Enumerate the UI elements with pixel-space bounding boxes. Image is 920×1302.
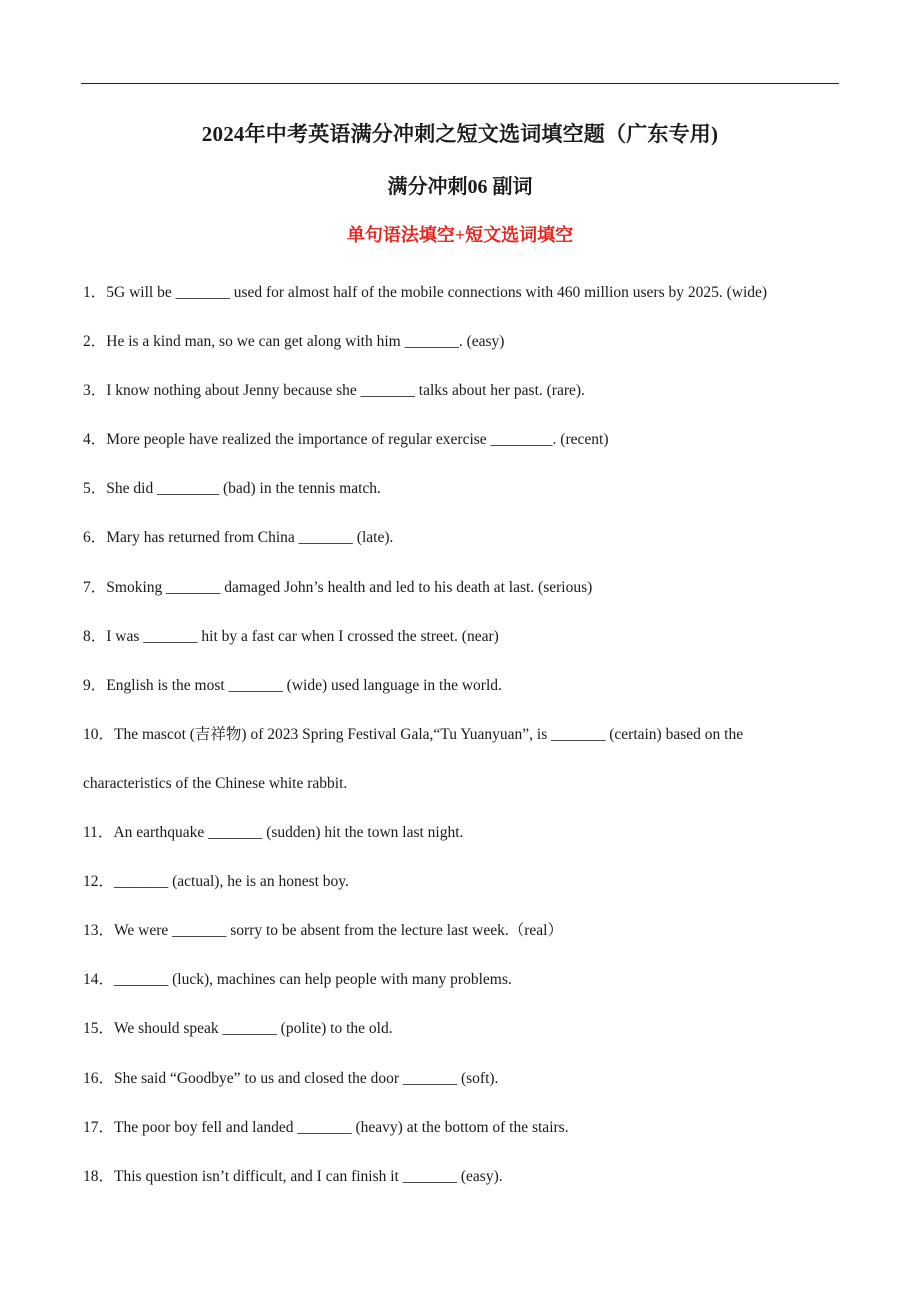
question-number: 2． <box>83 333 107 351</box>
question-text: We were _______ sorry to be absent from the lecture last week.（real） <box>114 922 563 940</box>
question-item <box>83 955 823 1004</box>
question-item <box>83 513 823 562</box>
question-number: 1． <box>83 284 107 301</box>
question-item <box>83 906 823 955</box>
question-number: 11． <box>83 824 114 842</box>
question-item <box>83 1103 823 1152</box>
section-heading: 单句语法填空+短文选词填空 <box>346 225 574 245</box>
question-number: 16． <box>83 1069 115 1087</box>
question-number: 9． <box>83 676 107 694</box>
question-item <box>83 268 823 317</box>
question-item <box>83 464 823 513</box>
question-text: This question isn’t difficult, and I can finish it _______ (easy). <box>114 1167 503 1185</box>
question-list <box>83 268 823 1201</box>
question-number: 3． <box>83 382 107 400</box>
question-number: 6． <box>83 529 107 547</box>
question-item <box>83 661 823 710</box>
question-item <box>83 317 823 366</box>
question-item <box>83 1054 823 1103</box>
question-text: She did ________ (bad) in the tennis match. <box>106 480 381 498</box>
question-text: More people have realized the importance of regular exercise ________. (recent) <box>106 431 609 449</box>
question-text: An earthquake _______ (sudden) hit the town last night. <box>113 824 464 842</box>
question-text: _______ (luck), machines can help people with many problems. <box>114 971 512 989</box>
question-item <box>83 808 823 857</box>
question-number: 7． <box>83 578 107 596</box>
question-item <box>83 366 823 415</box>
question-number: 12． <box>83 873 115 891</box>
question-number: 18． <box>83 1167 115 1185</box>
question-item <box>83 415 823 464</box>
question-number: 5． <box>83 480 107 498</box>
question-text: The mascot (吉祥物) of 2023 Spring Festival Gala,“Tu Yuanyuan”, is _______ (certain) based on the characteristics of the Chinese white rabbit. <box>83 725 744 792</box>
question-item <box>83 710 823 808</box>
question-number: 13． <box>83 922 115 940</box>
question-item <box>83 1152 823 1201</box>
question-text: English is the most _______ (wide) used language in the world. <box>106 676 502 694</box>
question-text: I know nothing about Jenny because she _______ talks about her past. (rare). <box>106 382 585 400</box>
document-subtitle: 满分冲刺06 副词 <box>387 176 533 198</box>
question-text: I was _______ hit by a fast car when I crossed the street. (near) <box>106 627 499 645</box>
header-rule <box>81 83 839 84</box>
question-text: We should speak _______ (polite) to the old. <box>114 1020 393 1038</box>
question-number: 15． <box>83 1020 115 1038</box>
question-text: _______ (actual), he is an honest boy. <box>114 873 349 891</box>
question-number: 10． <box>83 725 115 743</box>
document-title: 2024年中考英语满分冲刺之短文选词填空题（广东专用) <box>201 122 719 146</box>
question-number: 4． <box>83 431 107 449</box>
question-item <box>83 563 823 612</box>
question-text: Smoking _______ damaged John’s health and led to his death at last. (serious) <box>106 578 593 596</box>
question-item <box>83 1004 823 1053</box>
question-text: He is a kind man, so we can get along with him _______. (easy) <box>106 333 505 351</box>
question-text: Mary has returned from China _______ (late). <box>106 529 394 547</box>
question-number: 17． <box>83 1118 115 1136</box>
question-item <box>83 612 823 661</box>
question-text: 5G will be _______ used for almost half of the mobile connections with 460 million users by 2025. (wide) <box>106 284 768 301</box>
question-text: The poor boy fell and landed _______ (heavy) at the bottom of the stairs. <box>114 1118 569 1136</box>
question-item <box>83 857 823 906</box>
question-number: 14． <box>83 971 115 989</box>
question-text: She said “Goodbye” to us and closed the door _______ (soft). <box>114 1069 499 1087</box>
question-number: 8． <box>83 627 107 645</box>
